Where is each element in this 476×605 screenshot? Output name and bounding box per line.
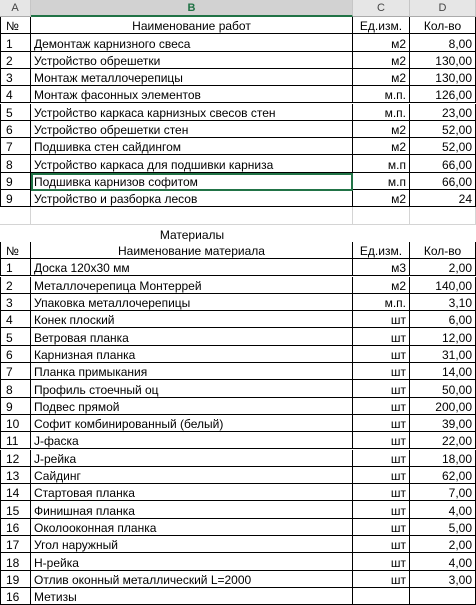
table-row [0,467,476,484]
cell-quantity[interactable]: 4,00 [410,501,476,518]
table-header-row [0,242,476,259]
cell-quantity[interactable]: 24 [410,190,476,207]
cell-quantity[interactable]: 52,00 [410,138,476,155]
cell-number[interactable]: 13 [0,467,31,484]
cell-quantity[interactable]: 140,00 [410,277,476,294]
cell-unit[interactable]: м.п. [353,294,410,311]
cell-name[interactable]: Ветровая планка [31,328,353,345]
cell-quantity[interactable]: 4,00 [410,553,476,570]
cell-name[interactable]: Наименование материала [31,242,353,259]
cell-unit[interactable] [353,207,410,224]
table-row [0,190,476,207]
cell-name[interactable]: Карнизная планка [31,346,353,363]
cell-number[interactable] [0,207,31,224]
cell-name[interactable]: Метизы [31,588,353,605]
cell-quantity[interactable]: 6,00 [410,311,476,328]
table-row [0,294,476,311]
cell-unit[interactable]: м.п [353,173,410,190]
cell-name[interactable]: Профиль стоечный оц [31,380,353,397]
cell-unit[interactable]: шт [353,536,410,553]
cell-quantity[interactable]: 8,00 [410,34,476,51]
cell-number[interactable]: 17 [0,536,31,553]
cell-unit[interactable]: м.п. [353,86,410,103]
cell-unit[interactable]: шт [353,484,410,501]
cell-number[interactable]: 19 [0,571,31,588]
cell-name[interactable]: Устройство и разборка лесов [31,190,353,207]
table-row [0,277,476,294]
column-header-b[interactable]: B [31,0,353,17]
cell-number[interactable]: 18 [0,553,31,570]
table-row [0,259,476,276]
table-row [0,363,476,380]
cell-unit[interactable]: шт [353,415,410,432]
cell-name[interactable]: Конек плоский [31,311,353,328]
cell-number[interactable]: 12 [0,450,31,467]
cell-number[interactable]: 16 [0,519,31,536]
cell-name[interactable]: Финишная планка [31,501,353,518]
cell-quantity[interactable]: 66,00 [410,173,476,190]
cell-name[interactable]: Монтаж металлочерепицы [31,69,353,86]
cell-name[interactable]: Металлочерепица Монтеррей [31,277,353,294]
table-row [0,86,476,103]
cell-name[interactable]: Планка примыкания [31,363,353,380]
table-row [0,571,476,588]
cell-name[interactable]: J-рейка [31,450,353,467]
cell-name[interactable]: Стартовая планка [31,484,353,501]
cell-name[interactable]: Подшивка карнизов софитом [31,173,353,190]
cell-number[interactable]: 5 [0,104,31,121]
cell-number[interactable]: 5 [0,328,31,345]
cell-name[interactable]: Демонтаж карнизного свеса [31,34,353,51]
cell-number[interactable]: 7 [0,138,31,155]
cell-quantity[interactable]: 126,00 [410,86,476,103]
cell-unit[interactable] [353,588,410,605]
cell-number[interactable]: 11 [0,432,31,449]
cell-number[interactable]: 1 [0,259,31,276]
table-row [0,121,476,138]
cell-unit[interactable]: Ед.изм. [353,242,410,259]
cell-unit[interactable]: шт [353,328,410,345]
cell-name[interactable]: Угол наружный [31,536,353,553]
cell-unit[interactable]: Ед.изм. [353,17,410,34]
cell-unit[interactable] [353,225,410,242]
cell-unit[interactable]: шт [353,501,410,518]
cell-number[interactable] [0,225,31,242]
cell-quantity[interactable]: 31,00 [410,346,476,363]
cell-name[interactable]: Устройство каркаса для подшивки карниза [31,155,353,172]
cell-quantity[interactable]: 2,00 [410,536,476,553]
cell-name[interactable]: Упаковка металлочерепицы [31,294,353,311]
table-row [0,519,476,536]
cell-quantity[interactable]: Кол-во [410,17,476,34]
column-header-a[interactable]: A [0,0,31,17]
cell-quantity[interactable]: 39,00 [410,415,476,432]
cell-unit[interactable]: шт [353,346,410,363]
cell-unit[interactable]: м2 [353,69,410,86]
cell-quantity[interactable] [410,225,476,242]
table-header-row [0,17,476,34]
cell-unit[interactable]: м.п [353,155,410,172]
cell-unit[interactable]: м2 [353,190,410,207]
cell-name[interactable]: Софит комбинированный (белый) [31,415,353,432]
cell-number[interactable]: № [0,242,31,259]
cell-number[interactable]: 16 [0,588,31,605]
cell-quantity[interactable]: 23,00 [410,104,476,121]
materials-title[interactable]: Материалы [159,227,225,242]
cell-number[interactable]: 2 [0,52,31,69]
cell-number[interactable]: 3 [0,294,31,311]
cell-name[interactable]: Отлив оконный металлический L=2000 [31,571,353,588]
cell-unit[interactable]: шт [353,519,410,536]
table-row [0,328,476,345]
table-row [0,311,476,328]
cell-name[interactable]: Околооконная планка [31,519,353,536]
cell-quantity[interactable]: 2,00 [410,259,476,276]
cell-name[interactable]: Монтаж фасонных элементов [31,86,353,103]
cell-number[interactable]: 6 [0,121,31,138]
cell-quantity[interactable]: Кол-во [410,242,476,259]
cell-unit[interactable]: шт [353,553,410,570]
cell-name[interactable]: Наименование работ [31,17,353,34]
cell-number[interactable]: 14 [0,484,31,501]
section-title-row [0,225,476,242]
cell-unit[interactable]: шт [353,380,410,397]
table-row [0,34,476,51]
table-row [0,398,476,415]
cell-number[interactable]: 8 [0,380,31,397]
cell-name[interactable]: Доска 120х30 мм [31,259,353,276]
cell-number[interactable]: 1 [0,34,31,51]
cell-unit[interactable]: шт [353,311,410,328]
cell-number[interactable]: 4 [0,86,31,103]
cell-quantity[interactable]: 200,00 [410,398,476,415]
table-row [0,104,476,121]
cell-unit[interactable]: м2 [353,138,410,155]
cell-unit[interactable]: м2 [353,121,410,138]
table-row [0,501,476,518]
table-row [0,450,476,467]
cell-quantity[interactable]: 14,00 [410,363,476,380]
cell-quantity[interactable]: 52,00 [410,121,476,138]
cell-quantity[interactable]: 3,00 [410,571,476,588]
cell-number[interactable]: 8 [0,155,31,172]
table-row [0,415,476,432]
table-row [0,588,476,605]
cell-name[interactable]: Подшивка стен сайдингом [31,138,353,155]
cell-unit[interactable]: м.п. [353,104,410,121]
cell-unit[interactable]: шт [353,363,410,380]
cell-number[interactable]: 9 [0,173,31,190]
cell-number[interactable]: 15 [0,501,31,518]
cell-unit[interactable]: шт [353,398,410,415]
cell-number[interactable]: 6 [0,346,31,363]
cell-quantity[interactable]: 7,00 [410,484,476,501]
cell-unit[interactable]: шт [353,571,410,588]
cell-quantity[interactable]: 12,00 [410,328,476,345]
cell-quantity[interactable]: 50,00 [410,380,476,397]
cell-number[interactable]: 10 [0,415,31,432]
cell-unit[interactable]: шт [353,467,410,484]
table-row [0,536,476,553]
table-row [0,346,476,363]
table-row [0,138,476,155]
cell-name[interactable]: Устройство обрешетки стен [31,121,353,138]
cell-name[interactable]: Подвес прямой [31,398,353,415]
table-row [0,69,476,86]
cell-quantity[interactable]: 5,00 [410,519,476,536]
table-row [0,553,476,570]
table-row [0,432,476,449]
table-row [0,155,476,172]
cell-quantity[interactable] [410,207,476,224]
cell-number[interactable]: 2 [0,277,31,294]
cell-number[interactable]: 9 [0,398,31,415]
cell-name[interactable] [31,207,353,224]
table-row [0,52,476,69]
cell-name[interactable]: Сайдинг [31,467,353,484]
cell-quantity[interactable]: 18,00 [410,450,476,467]
cell-unit[interactable]: м2 [353,34,410,51]
cell-number[interactable]: 9 [0,190,31,207]
cell-quantity[interactable]: 130,00 [410,69,476,86]
cell-unit[interactable]: м2 [353,52,410,69]
cell-name[interactable]: Устройство каркаса карнизных свесов стен [31,104,353,121]
cell-quantity[interactable] [410,588,476,605]
cell-quantity[interactable]: 130,00 [410,52,476,69]
cell-quantity[interactable]: 66,00 [410,155,476,172]
cell-unit[interactable]: шт [353,432,410,449]
cell-unit[interactable]: шт [353,450,410,467]
cell-number[interactable]: № [0,17,31,34]
cell-quantity[interactable]: 3,10 [410,294,476,311]
cell-number[interactable]: 7 [0,363,31,380]
cell-number[interactable]: 3 [0,69,31,86]
table-row [0,173,476,190]
cell-unit[interactable]: м2 [353,277,410,294]
cell-name[interactable]: Н-рейка [31,553,353,570]
cell-quantity[interactable]: 22,00 [410,432,476,449]
cell-unit[interactable]: м3 [353,259,410,276]
cell-number[interactable]: 4 [0,311,31,328]
column-header-c[interactable]: C [353,0,410,17]
cell-name[interactable]: Устройство обрешетки [31,52,353,69]
table-row [0,380,476,397]
empty-row [0,207,476,224]
column-header-d[interactable]: D [410,0,476,17]
cell-quantity[interactable]: 62,00 [410,467,476,484]
table-row [0,484,476,501]
cell-name[interactable]: J-фаска [31,432,353,449]
